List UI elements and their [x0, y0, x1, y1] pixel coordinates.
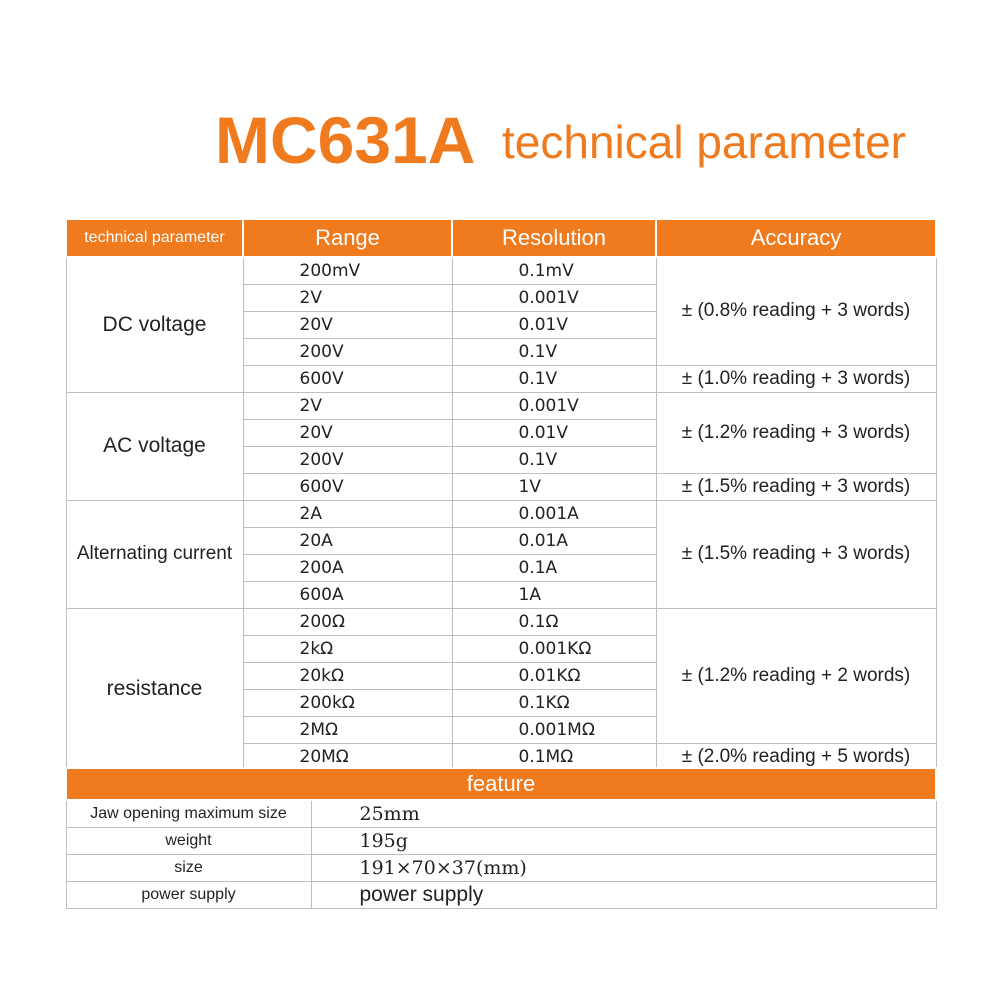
resolution-cell: 0.01KΩ [452, 662, 656, 689]
feature-table [65, 767, 937, 909]
category-dc-voltage: DC voltage [66, 257, 243, 392]
feature-label: power supply [66, 881, 311, 908]
table-row [66, 392, 936, 419]
accuracy-cell: ± (1.5% reading + 3 words) [656, 473, 936, 500]
resolution-cell: 0.001V [452, 284, 656, 311]
resolution-cell: 0.001KΩ [452, 635, 656, 662]
range-cell: 2V [243, 392, 452, 419]
resolution-cell: 0.1A [452, 554, 656, 581]
range-cell: 600V [243, 473, 452, 500]
feature-label: weight [66, 827, 311, 854]
accuracy-cell: ± (1.2% reading + 2 words) [656, 608, 936, 743]
table-row [66, 827, 936, 854]
range-cell: 2A [243, 500, 452, 527]
resolution-cell: 0.1mV [452, 257, 656, 284]
range-cell: 200A [243, 554, 452, 581]
feature-label: Jaw opening maximum size [66, 800, 311, 827]
table-row [66, 257, 936, 284]
table-row [66, 854, 936, 881]
feature-header: feature [66, 768, 936, 800]
header-resolution: Resolution [452, 219, 656, 257]
range-cell: 20V [243, 419, 452, 446]
range-cell: 200V [243, 446, 452, 473]
table-row [66, 608, 936, 635]
range-cell: 2V [243, 284, 452, 311]
range-cell: 600A [243, 581, 452, 608]
table-row [66, 881, 936, 908]
table-row [66, 500, 936, 527]
resolution-cell: 0.1MΩ [452, 743, 656, 770]
accuracy-cell: ± (1.0% reading + 3 words) [656, 365, 936, 392]
feature-label: size [66, 854, 311, 881]
header-technical-parameter: technical parameter [66, 219, 243, 257]
feature-value: 191×70×37(mm) [311, 854, 936, 881]
category-ac-voltage: AC voltage [66, 392, 243, 500]
resolution-cell: 0.1Ω [452, 608, 656, 635]
range-cell: 2kΩ [243, 635, 452, 662]
resolution-cell: 1A [452, 581, 656, 608]
accuracy-cell: ± (1.5% reading + 3 words) [656, 500, 936, 608]
range-cell: 2MΩ [243, 716, 452, 743]
resolution-cell: 0.001MΩ [452, 716, 656, 743]
spec-table [65, 218, 937, 771]
range-cell: 20MΩ [243, 743, 452, 770]
range-cell: 20A [243, 527, 452, 554]
model-name: MC631A [215, 103, 476, 177]
accuracy-cell: ± (0.8% reading + 3 words) [656, 257, 936, 365]
title-subtitle: technical parameter [502, 116, 906, 168]
resolution-cell: 0.1KΩ [452, 689, 656, 716]
range-cell: 20V [243, 311, 452, 338]
resolution-cell: 0.01V [452, 311, 656, 338]
resolution-cell: 0.1V [452, 338, 656, 365]
feature-header-row [66, 768, 936, 800]
category-resistance: resistance [66, 608, 243, 770]
range-cell: 600V [243, 365, 452, 392]
resolution-cell: 0.001A [452, 500, 656, 527]
spec-header-row [66, 219, 936, 257]
resolution-cell: 1V [452, 473, 656, 500]
range-cell: 200mV [243, 257, 452, 284]
resolution-cell: 0.01V [452, 419, 656, 446]
range-cell: 20kΩ [243, 662, 452, 689]
feature-value: power supply [311, 881, 936, 908]
feature-value: 195g [311, 827, 936, 854]
category-alternating-current: Alternating current [66, 500, 243, 608]
table-row [66, 800, 936, 827]
accuracy-cell: ± (2.0% reading + 5 words) [656, 743, 936, 770]
range-cell: 200kΩ [243, 689, 452, 716]
resolution-cell: 0.001V [452, 392, 656, 419]
range-cell: 200V [243, 338, 452, 365]
resolution-cell: 0.1V [452, 365, 656, 392]
resolution-cell: 0.01A [452, 527, 656, 554]
feature-value: 25mm [311, 800, 936, 827]
resolution-cell: 0.1V [452, 446, 656, 473]
range-cell: 200Ω [243, 608, 452, 635]
accuracy-cell: ± (1.2% reading + 3 words) [656, 392, 936, 473]
header-accuracy: Accuracy [656, 219, 936, 257]
header-range: Range [243, 219, 452, 257]
